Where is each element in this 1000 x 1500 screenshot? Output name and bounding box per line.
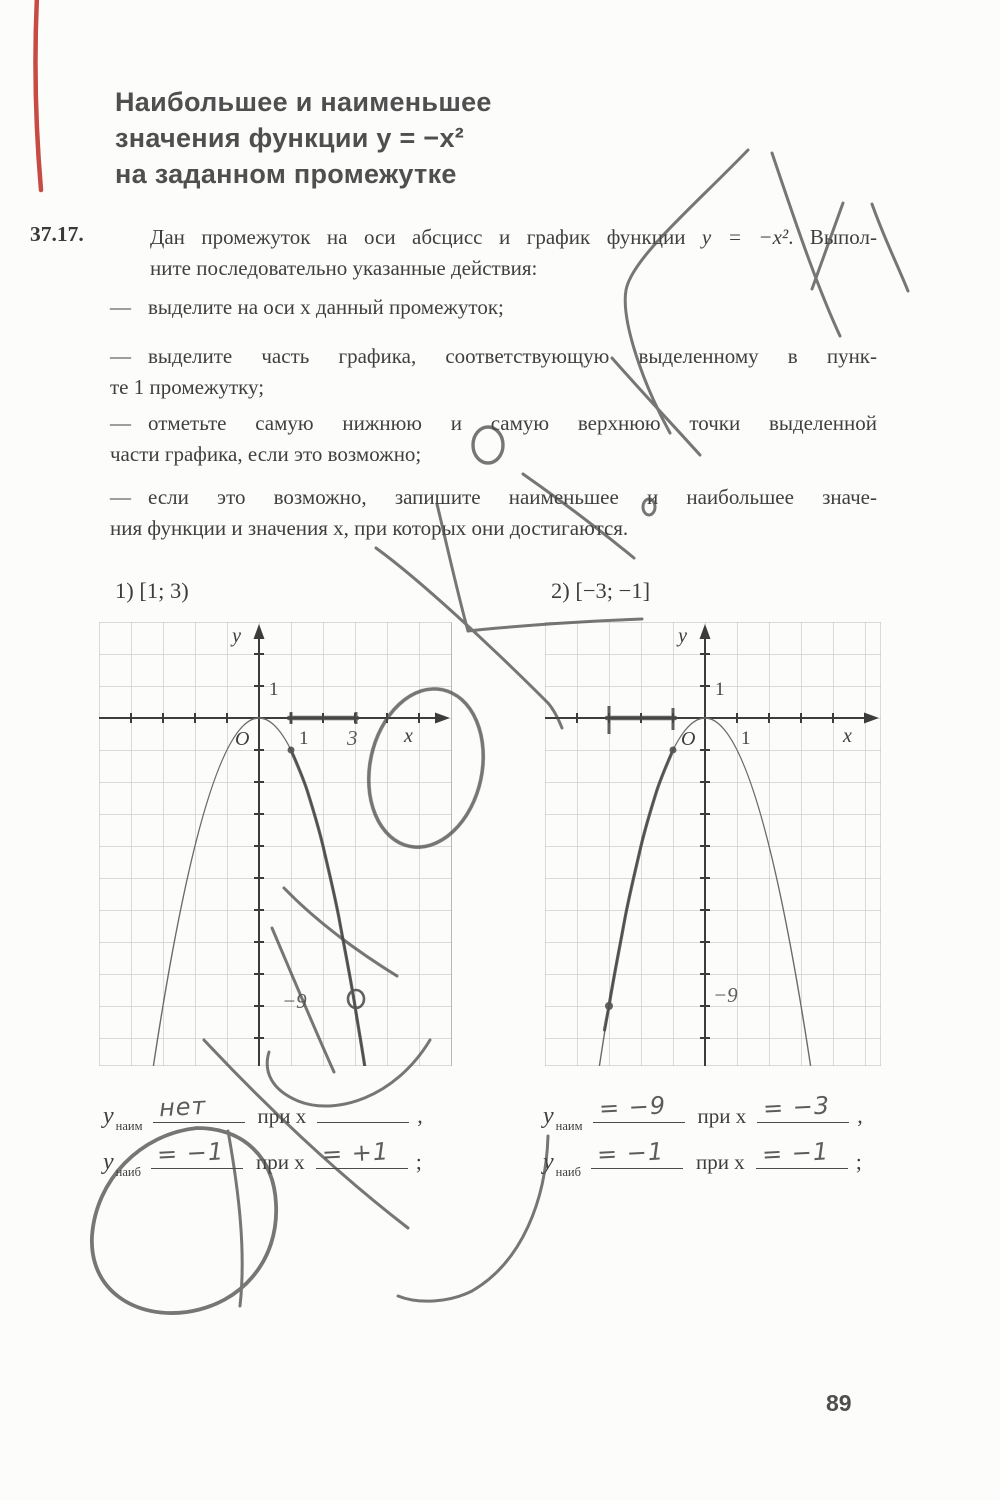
answer-row-right-min [543,1091,863,1133]
bullet-4-line2: ния функции и значения x, при которых они достигаются. [110,516,629,540]
problem-number: 37.17. [30,222,84,246]
y-min-subscript: наим [115,1119,143,1133]
answer-blank-ymax-at [316,1137,408,1169]
pencil-scribble [204,1040,408,1228]
chapter-title [115,84,492,192]
bullet-3-line1 [110,408,877,439]
handwritten-ymin-value: нет [157,1091,207,1123]
interval-label-2: 2) [−3; −1] [551,578,651,603]
answer-row-right-max [543,1137,862,1179]
graph-right-plot [545,622,881,1066]
pencil-point-minus3-minus9 [605,1002,613,1010]
pencil-minus9-label: −9 [282,989,307,1013]
x-axis-label: x [843,725,852,747]
handwritten-ymax-at: = −1 [761,1137,830,1169]
pri-x-label: при x [255,1150,305,1174]
page-number: 89 [826,1390,852,1416]
handwritten-ymin-value: = −9 [597,1091,667,1123]
chapter-title-line1: Наибольшее и наименьшее [115,87,492,117]
x-unit-label: 1 [741,728,751,749]
pencil-point-1-minus1 [288,747,295,754]
answer-row-left-min [103,1091,423,1133]
bullet-4-text: если это возможно, запишите наименьшее и наибольшее значе- [148,485,877,509]
y-variable: y [103,1103,114,1129]
x-unit-label: 1 [299,728,309,749]
problem-intro-pre: Дан промежуток на оси абсцисс и график функции [150,225,702,249]
bullet-dash: — [110,485,131,509]
answer-blank-ymax-value [591,1137,683,1169]
answer-blank-ymin-value [593,1091,685,1123]
answer-blank-ymin-at [317,1098,409,1123]
pencil-scribble [612,358,700,455]
bullet-1 [110,292,877,323]
punctuation: , [857,1103,863,1128]
answer-row-left-max [103,1137,422,1179]
origin-label: O [681,728,696,750]
bullet-4-line1 [110,482,877,513]
y-unit-label: 1 [715,679,725,700]
pencil-minus9-label: −9 [713,983,738,1007]
bullet-2-line1 [110,341,877,372]
bullet-2-line2: те 1 промежутку; [110,375,265,399]
pri-x-label: при x [695,1150,745,1174]
pri-x-label: при x [257,1104,307,1128]
punctuation: , [417,1103,423,1128]
origin-label: O [235,728,250,750]
answer-blank-ymax-value [151,1137,243,1169]
problem-intro-post: . Выпол- [788,225,877,249]
x-axis-label: x [404,725,413,747]
y-max-subscript: наиб [555,1165,581,1179]
y-axis-label: y [678,625,687,647]
bullet-1-text: выделите на оси x данный промежуток; [148,295,504,319]
bullet-3-line2: части графика, если это возможно; [110,442,422,466]
pencil-point-minus1-minus1 [670,747,677,754]
bullet-3-text: отметьте самую нижнюю и самую верхнюю точки выделенной [148,411,877,435]
chapter-title-line3: на заданном промежутке [115,159,457,189]
bullet-dash: — [110,295,131,319]
bullet-dash: — [110,344,131,368]
pencil-x3-label: 3 [347,726,358,750]
answer-blank-ymax-at [756,1137,848,1169]
y-max-subscript: наиб [115,1165,141,1179]
y-unit-label: 1 [269,679,279,700]
y-variable: y [543,1149,554,1175]
answer-blank-ymin-at [757,1091,849,1123]
problem-intro-math: y = −x² [701,225,789,249]
problem-intro-line2: ните последовательно указанные действия: [150,256,538,280]
y-variable: y [103,1149,114,1175]
handwritten-ymax-value: = −1 [596,1137,665,1169]
answer-blank-ymin-value [153,1091,245,1123]
y-axis-label: y [232,625,241,647]
bullet-dash: — [110,411,131,435]
pencil-scribble [872,204,908,291]
red-pen-stroke [35,0,41,190]
punctuation: ; [855,1149,862,1174]
graph-left-plot [99,622,452,1066]
pri-x-label: при x [697,1104,747,1128]
chapter-title-line2: значения функции y = −x² [115,123,465,153]
handwritten-ymin-at: = −3 [762,1091,832,1123]
y-min-subscript: наим [555,1119,583,1133]
bullet-2-text: выделите часть графика, соответствующую выделенному в пунк- [148,344,877,368]
y-variable: y [543,1103,554,1129]
handwritten-ymax-value: = −1 [156,1137,225,1169]
interval-label-1: 1) [1; 3) [115,578,189,603]
punctuation: ; [415,1149,422,1174]
handwritten-ymax-at: = +1 [321,1137,390,1169]
problem-intro-line1 [150,222,877,253]
